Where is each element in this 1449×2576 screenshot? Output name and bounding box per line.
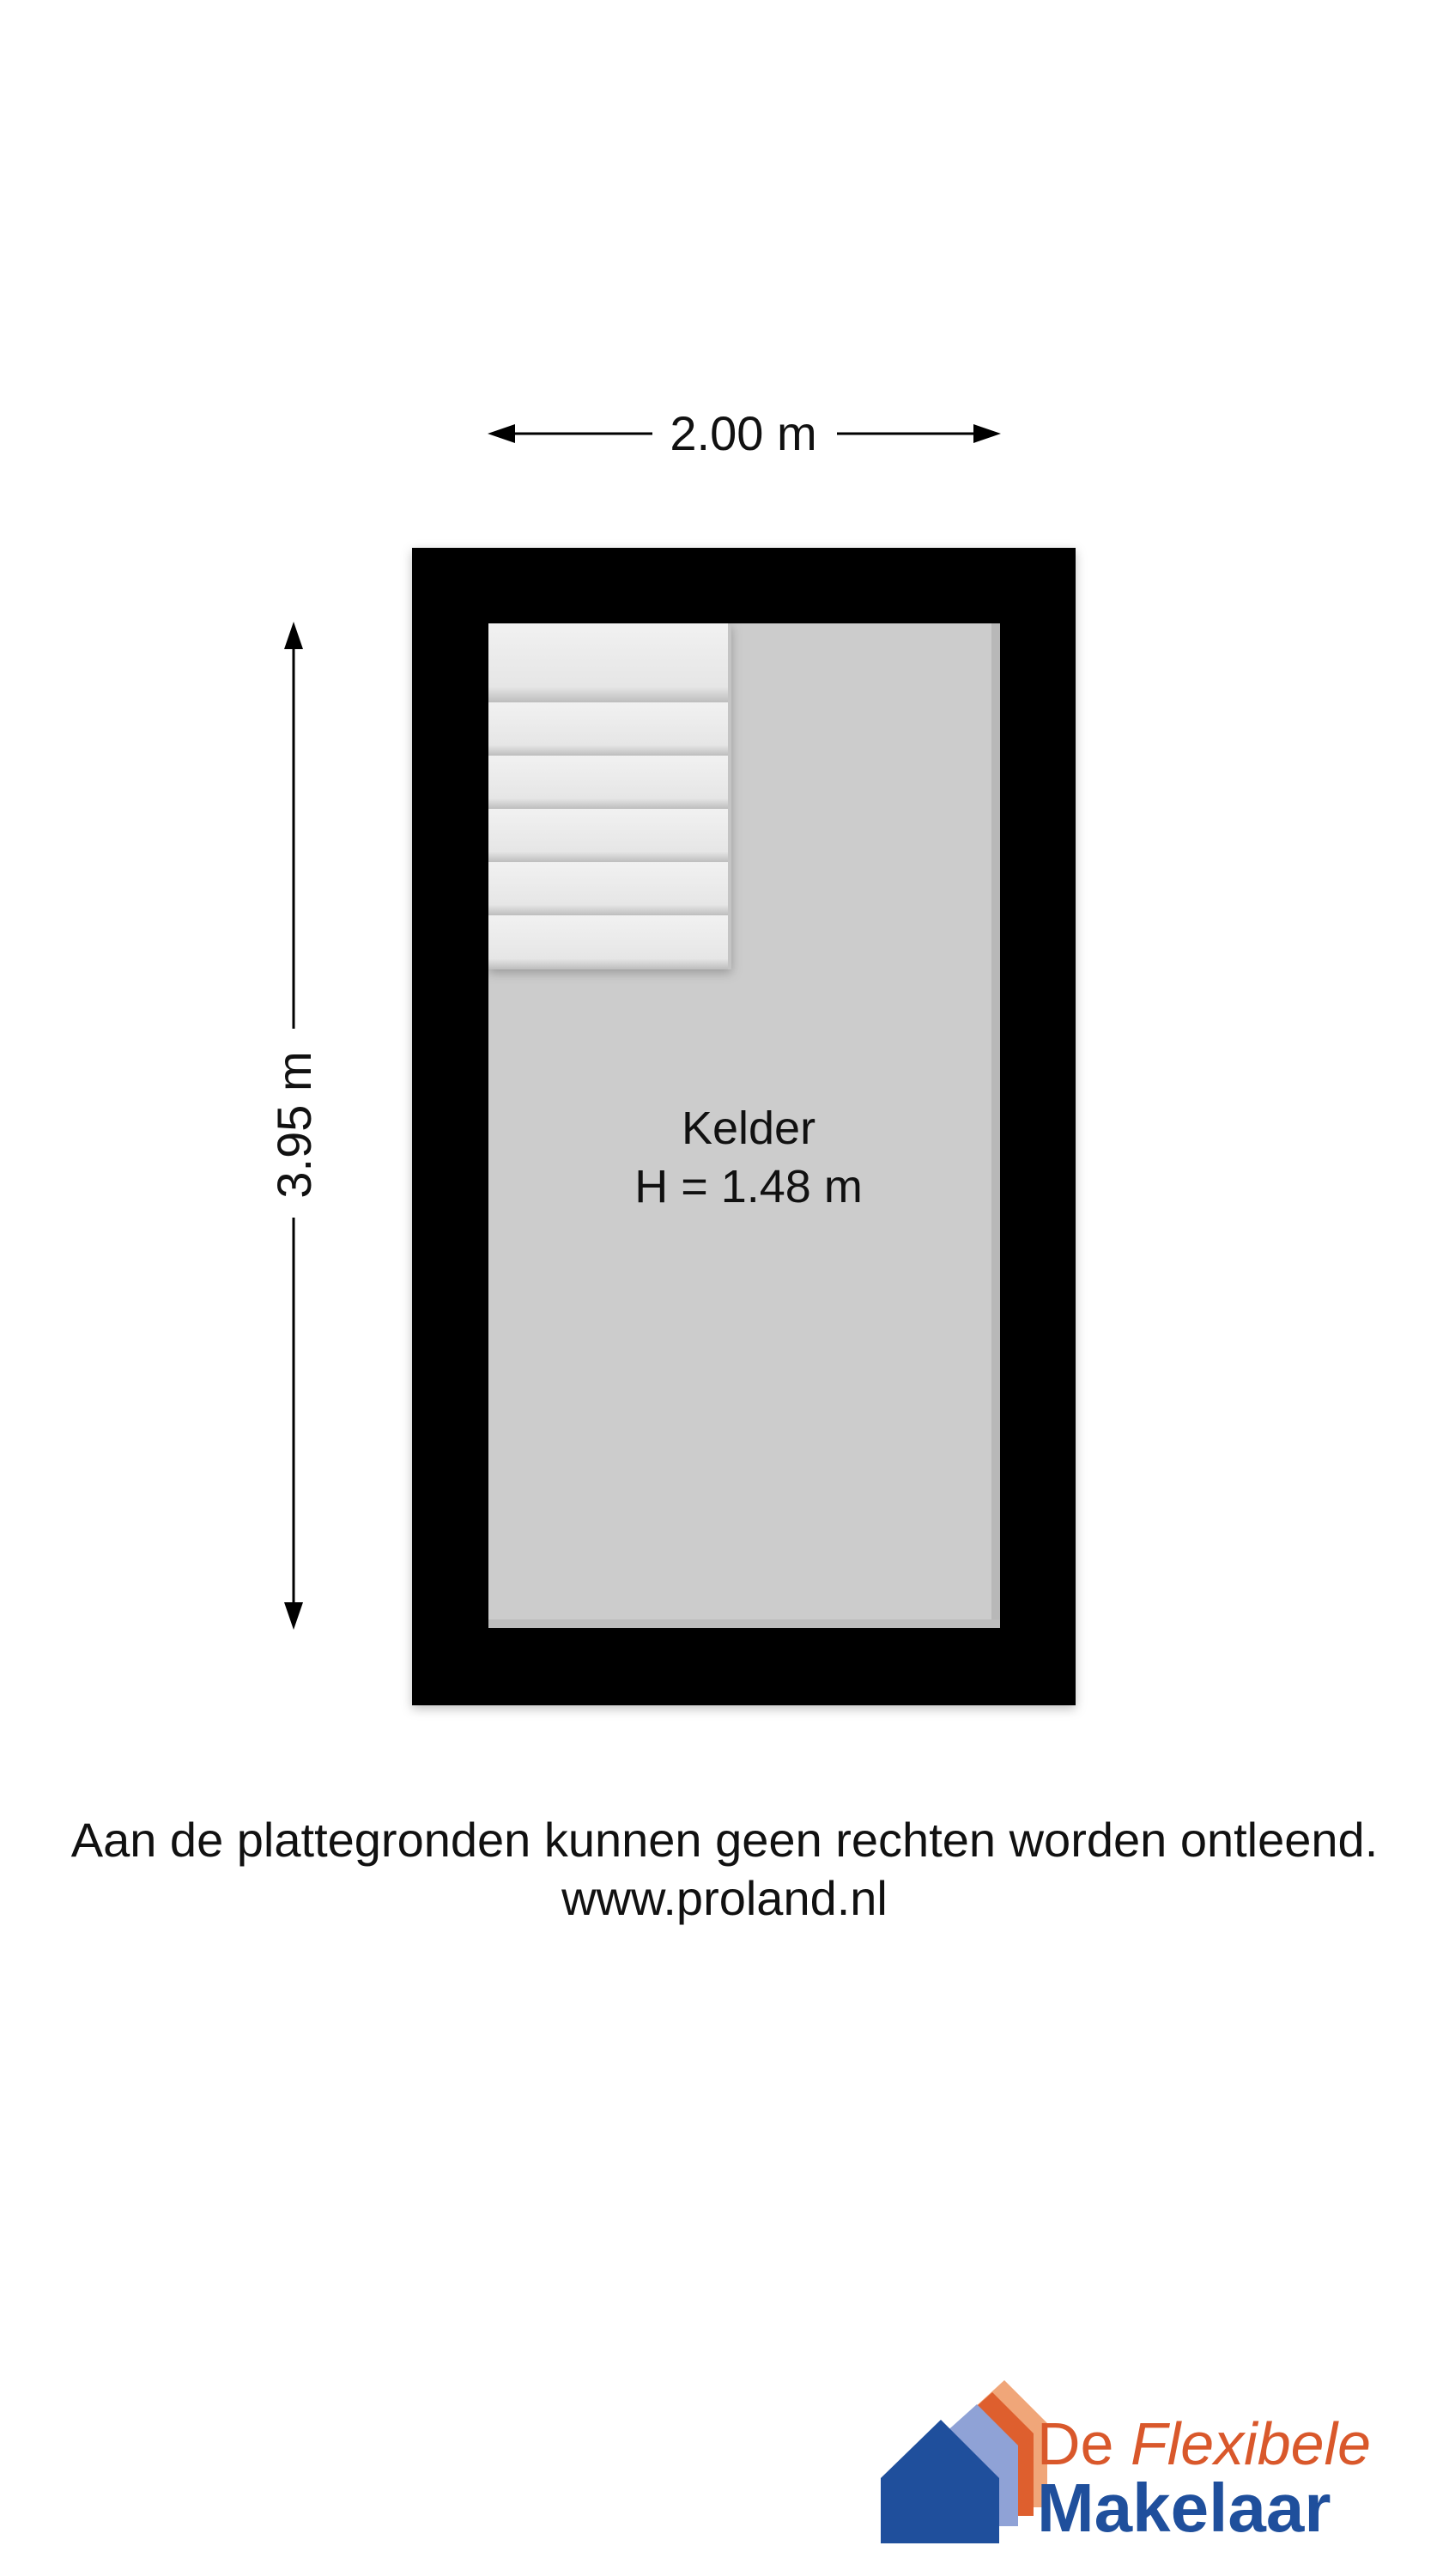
stair-step — [488, 862, 731, 915]
room-height: H = 1.48 m — [634, 1161, 863, 1212]
stair-step — [488, 756, 731, 809]
logo-text-makelaar: Makelaar — [1037, 2470, 1331, 2546]
width-dimension-label: 2.00 m — [670, 406, 817, 460]
stair-step — [488, 915, 731, 969]
height-arrow-down-icon — [284, 1602, 303, 1630]
source-url: www.proland.nl — [561, 1871, 888, 1925]
floor-inner-shadow-bottom — [488, 1619, 1000, 1628]
stair-step — [488, 623, 731, 702]
room-name: Kelder — [681, 1103, 816, 1154]
height-arrow-up-icon — [284, 622, 303, 649]
logo-text-de-flexibele — [1037, 2409, 1371, 2478]
staircase — [488, 623, 731, 969]
height-dimension — [267, 622, 321, 1630]
logo-text-flexibele: Flexibele — [1130, 2410, 1372, 2477]
stair-step — [488, 809, 731, 862]
stair-step — [488, 702, 731, 756]
logo-text-de: De — [1037, 2410, 1131, 2477]
height-dimension-label: 3.95 m — [267, 1051, 321, 1199]
floor-inner-shadow-right — [991, 623, 1000, 1628]
width-dimension — [488, 406, 1001, 460]
width-arrow-right-icon — [973, 424, 1001, 443]
disclaimer-text: Aan de plattegronden kunnen geen rechten worden ontleend. — [70, 1813, 1379, 1867]
stair-side-shadow — [728, 623, 731, 969]
width-arrow-left-icon — [488, 424, 515, 443]
